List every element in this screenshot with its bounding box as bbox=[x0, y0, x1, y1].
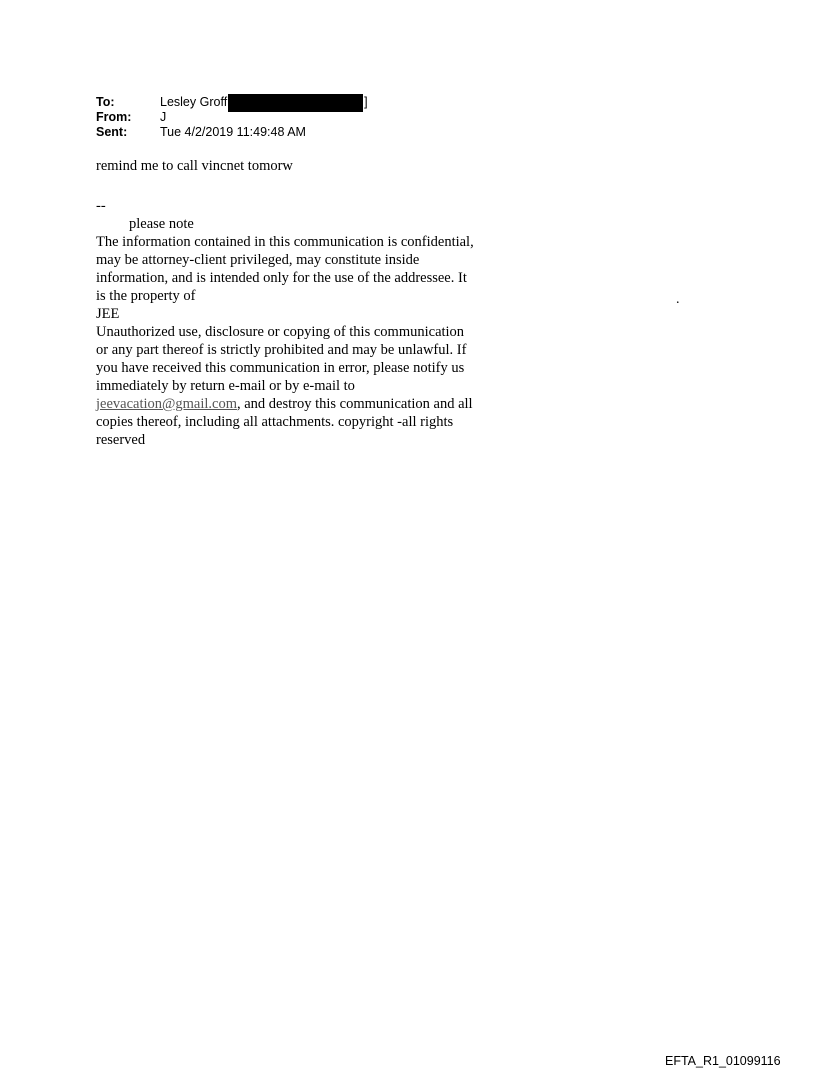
from-row bbox=[96, 110, 368, 125]
disclaimer-part3-text: , and destroy this communication and all copies thereof, including all attachments. copyright -all rights reserved bbox=[96, 396, 473, 448]
disclaimer-part2 bbox=[96, 323, 476, 449]
sent-row bbox=[96, 125, 368, 140]
message-text: remind me to call vincnet tomorw bbox=[96, 158, 293, 174]
email-link[interactable]: jeevacation@gmail.com bbox=[96, 396, 237, 412]
from-value: J bbox=[160, 110, 167, 124]
from-label: From: bbox=[96, 110, 132, 124]
to-row bbox=[96, 95, 368, 110]
redaction-box bbox=[228, 94, 363, 112]
to-value bbox=[160, 94, 368, 112]
email-header bbox=[96, 95, 368, 140]
disclaimer-part2-text: Unauthorized use, disclosure or copying of this communication or any part thereof is strictly prohibited and may be unlawful. If you have received this communication in error, please notify us immediately by return e-mail or by e-mail to bbox=[96, 324, 467, 394]
disclaimer-part1: The information contained in this communication is confidential, may be attorney-client privileged, may constitute inside information, and is intended only for the use of the addressee. It is the property of bbox=[96, 234, 474, 304]
please-note: please note bbox=[129, 216, 194, 232]
email-body bbox=[96, 157, 476, 449]
stray-mark: . bbox=[676, 292, 680, 307]
sent-value: Tue 4/2/2019 11:49:48 AM bbox=[160, 125, 306, 139]
signature-separator: -- bbox=[96, 198, 106, 214]
to-recipient: Lesley Groff bbox=[160, 95, 228, 109]
sent-label: Sent: bbox=[96, 125, 128, 139]
to-label: To: bbox=[96, 95, 115, 109]
disclaimer-owner: JEE bbox=[96, 306, 120, 322]
document-id: EFTA_R1_01099116 bbox=[665, 1054, 781, 1068]
redaction-bracket: ] bbox=[364, 95, 368, 109]
